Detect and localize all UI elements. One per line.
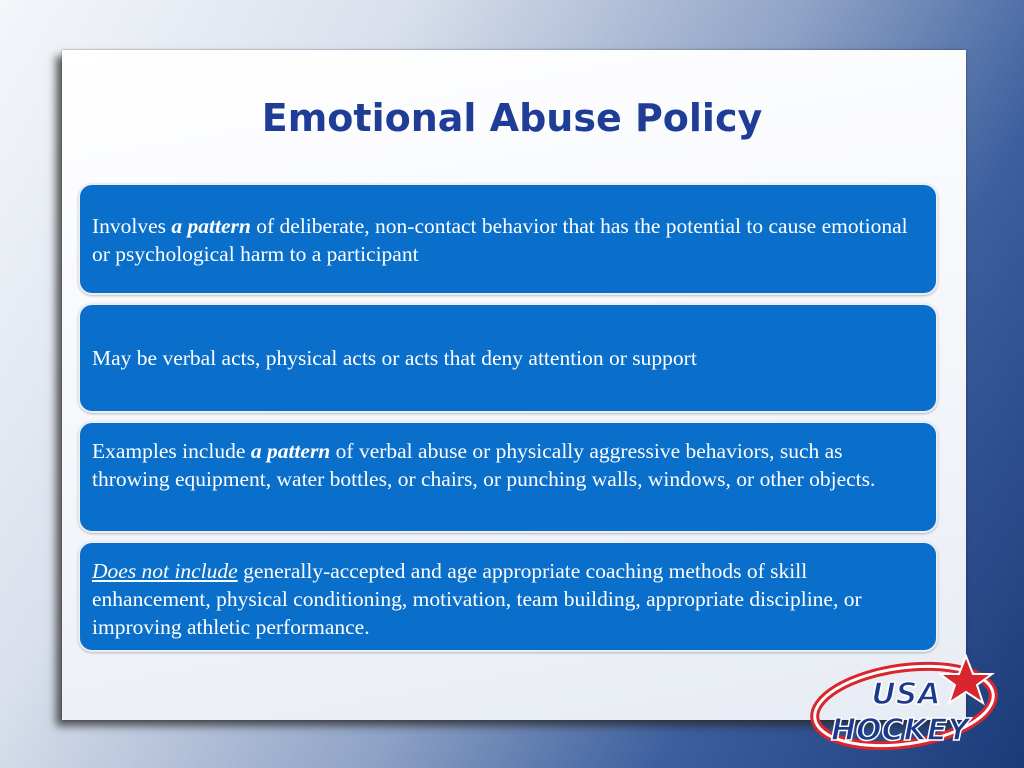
logo-usa-text: USA — [871, 677, 941, 712]
text-body: of verbal abuse or physically aggressive behaviors, such as throwing equipment, water bottles, or chairs, or punching walls, windows, or other objects. — [92, 439, 876, 491]
slide-title: Emotional Abuse Policy — [261, 96, 763, 140]
text-body: generally-accepted and age appropriate coaching methods of skill enhancement, physical conditioning, motivation, team building, appropriate discipline, or improving athletic performance. — [92, 559, 862, 639]
policy-box-pattern — [78, 183, 938, 295]
text-emphasis: a pattern — [250, 439, 331, 463]
policy-text-3 — [92, 437, 922, 493]
usa-hockey-logo-icon — [808, 654, 1008, 754]
text-prefix: Involves — [92, 214, 172, 238]
text-emphasis: a pattern — [171, 214, 251, 238]
policy-box-acts — [78, 303, 938, 413]
policy-box-examples — [78, 421, 938, 533]
text-emphasis: Does not include — [92, 559, 238, 583]
registered-mark: ® — [976, 735, 985, 745]
text-prefix: Examples include — [92, 439, 251, 463]
logo-hockey-text: HOCKEY — [830, 713, 970, 748]
text-body: of deliberate, non-contact behavior that has the potential to cause emotional or psychological harm to a participant — [92, 214, 908, 266]
policy-text-4 — [92, 557, 922, 641]
policy-text-1 — [92, 212, 922, 268]
policy-text-2: May be verbal acts, physical acts or acts that deny attention or support — [92, 346, 697, 370]
policy-box-exclusions — [78, 541, 938, 652]
